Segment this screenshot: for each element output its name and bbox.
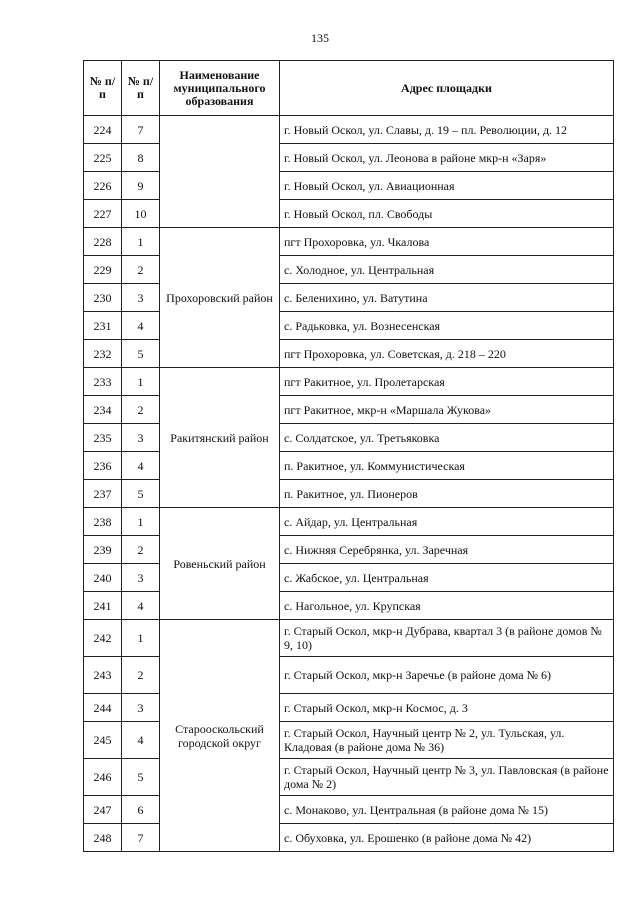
row-sub-number: 3 [122,284,160,312]
row-number: 227 [84,200,122,228]
site-address: г. Старый Оскол, мкр-н Дубрава, квартал 3 (в районе домов № 9, 10) [280,620,614,657]
page-number: 135 [311,31,329,45]
row-number: 246 [84,759,122,796]
row-number: 225 [84,144,122,172]
row-number: 226 [84,172,122,200]
site-address: с. Радьковка, ул. Вознесенская [280,312,614,340]
municipality-name: Прохоровский район [160,228,280,368]
row-sub-number: 2 [122,256,160,284]
site-address: с. Монаково, ул. Центральная (в районе дома № 15) [280,796,614,824]
row-number: 236 [84,452,122,480]
row-number: 230 [84,284,122,312]
row-sub-number: 4 [122,592,160,620]
site-address: г. Старый Оскол, Научный центр № 2, ул. Тульская, ул. Кладовая (в районе дома № 36) [280,722,614,759]
row-number: 238 [84,508,122,536]
table-row [84,228,614,256]
site-address: пгт Прохоровка, ул. Советская, д. 218 – 220 [280,340,614,368]
row-number: 234 [84,396,122,424]
site-address: пгт Ракитное, мкр-н «Маршала Жукова» [280,396,614,424]
table-row [84,508,614,536]
site-address: г. Новый Оскол, ул. Славы, д. 19 – пл. Революции, д. 12 [280,116,614,144]
row-number: 244 [84,694,122,722]
site-address: г. Старый Оскол, Научный центр № 3, ул. Павловская (в районе дома № 2) [280,759,614,796]
site-address: с. Айдар, ул. Центральная [280,508,614,536]
row-sub-number: 2 [122,396,160,424]
row-sub-number: 7 [122,116,160,144]
header-number: № п/п [84,61,122,116]
site-address: п. Ракитное, ул. Пионеров [280,480,614,508]
row-sub-number: 6 [122,796,160,824]
municipality-name [160,116,280,228]
row-number: 229 [84,256,122,284]
row-number: 248 [84,824,122,852]
row-number: 228 [84,228,122,256]
row-number: 233 [84,368,122,396]
header-municipality: Наименование муниципального образования [160,61,280,116]
row-sub-number: 9 [122,172,160,200]
table-body [84,116,614,852]
row-number: 232 [84,340,122,368]
sites-table [83,60,614,852]
site-address: г. Старый Оскол, мкр-н Заречье (в районе дома № 6) [280,657,614,694]
site-address: с. Нижняя Серебрянка, ул. Заречная [280,536,614,564]
row-number: 237 [84,480,122,508]
row-sub-number: 1 [122,620,160,657]
row-sub-number: 1 [122,228,160,256]
site-address: г. Новый Оскол, ул. Авиационная [280,172,614,200]
row-number: 231 [84,312,122,340]
row-sub-number: 1 [122,368,160,396]
site-address: г. Старый Оскол, мкр-н Космос, д. 3 [280,694,614,722]
municipality-name: Ракитянский район [160,368,280,508]
row-sub-number: 4 [122,722,160,759]
row-number: 243 [84,657,122,694]
row-number: 224 [84,116,122,144]
row-sub-number: 4 [122,312,160,340]
table-row [84,368,614,396]
row-sub-number: 3 [122,564,160,592]
row-sub-number: 8 [122,144,160,172]
row-number: 241 [84,592,122,620]
site-address: с. Солдатское, ул. Третьяковка [280,424,614,452]
table-header-row [84,61,614,116]
row-sub-number: 7 [122,824,160,852]
site-address: пгт Прохоровка, ул. Чкалова [280,228,614,256]
municipality-name: Ровеньский район [160,508,280,620]
row-number: 235 [84,424,122,452]
site-address: с. Обуховка, ул. Ерошенко (в районе дома № 42) [280,824,614,852]
header-sub-number: № п/п [122,61,160,116]
row-sub-number: 3 [122,694,160,722]
row-number: 247 [84,796,122,824]
site-address: с. Беленихино, ул. Ватутина [280,284,614,312]
municipality-name: Старооскольский городской округ [160,620,280,852]
site-address: г. Новый Оскол, ул. Леонова в районе мкр-н «Заря» [280,144,614,172]
site-address: п. Ракитное, ул. Коммунистическая [280,452,614,480]
table-row [84,116,614,144]
row-sub-number: 10 [122,200,160,228]
row-sub-number: 2 [122,657,160,694]
row-number: 245 [84,722,122,759]
table-row [84,620,614,657]
row-number: 240 [84,564,122,592]
row-number: 242 [84,620,122,657]
row-number: 239 [84,536,122,564]
site-address: с. Холодное, ул. Центральная [280,256,614,284]
row-sub-number: 3 [122,424,160,452]
row-sub-number: 5 [122,480,160,508]
header-address: Адрес площадки [280,61,614,116]
site-address: с. Жабское, ул. Центральная [280,564,614,592]
site-address: пгт Ракитное, ул. Пролетарская [280,368,614,396]
row-sub-number: 2 [122,536,160,564]
row-sub-number: 5 [122,759,160,796]
row-sub-number: 1 [122,508,160,536]
row-sub-number: 5 [122,340,160,368]
site-address: г. Новый Оскол, пл. Свободы [280,200,614,228]
row-sub-number: 4 [122,452,160,480]
site-address: с. Нагольное, ул. Крупская [280,592,614,620]
